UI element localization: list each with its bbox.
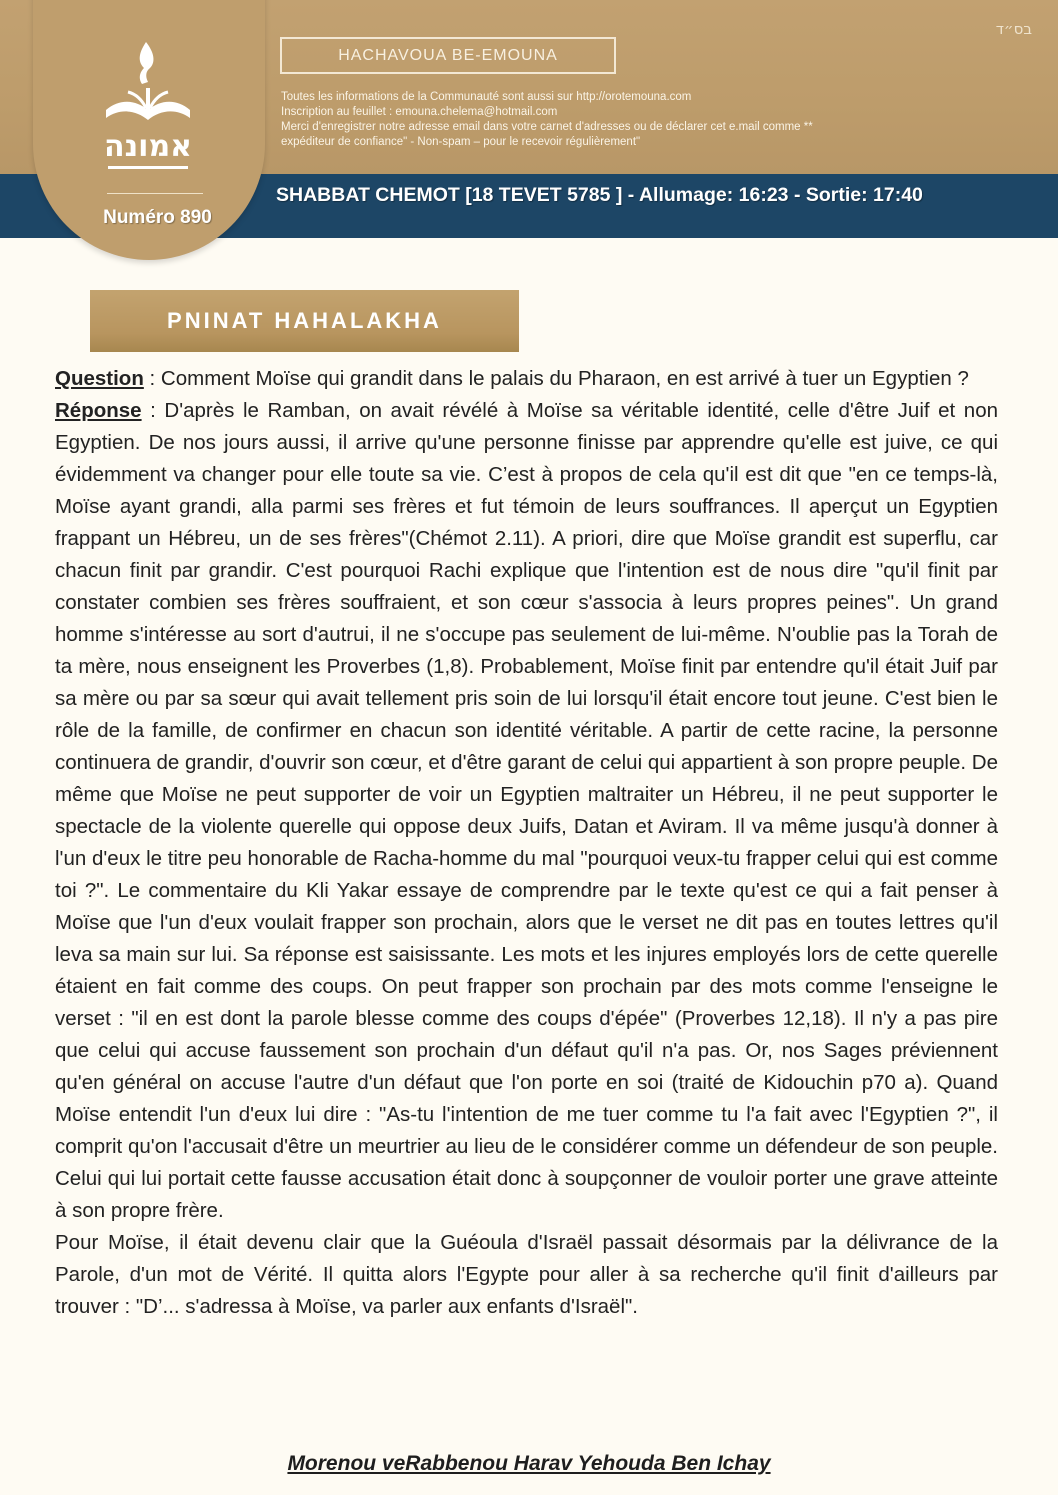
bsd-mark: בס״ד bbox=[995, 20, 1032, 38]
answer-label: Réponse bbox=[55, 399, 142, 422]
shabbat-times: SHABBAT CHEMOT [18 TEVET 5785 ] - Allumage: 16:23 - Sortie: 17:40 bbox=[276, 184, 923, 206]
info-line-notice-cont: expéditeur de confiance" - Non-spam – pour le recevoir régulièrement" bbox=[281, 136, 641, 148]
newsletter-title: HACHAVOUA BE-EMOUNA bbox=[280, 37, 616, 74]
info-line-notice: Merci d'enregistrer notre adresse email dans votre carnet d'adresses ou de déclarer cet e.mail comme ** bbox=[281, 121, 813, 133]
logo-wordmark: אמונה bbox=[103, 129, 193, 164]
question-label: Question bbox=[55, 367, 144, 390]
info-line-inscription: Inscription au feuillet : emouna.chelema@hotmail.com bbox=[281, 106, 558, 118]
answer-text: : D'après le Ramban, on avait révélé à Moïse sa véritable identité, celle d'être Juif et non Egyptien. De nos jours aussi, il arrive qu'une personne finisse par apprendre qu'elle est juive, ce qui évidemment va changer pour elle toute sa vie. C’est à propos de cela qu'il est dit que "en ce temps-là, Moïse ayant grandi, alla parmi ses frères et fut témoin de leurs souffrances. Il aperçut un Egyptien frappant un Hébreu, un de ses frères"(Chémot 2.11). A priori, dire que Moïse grandit est superflu, car chacun finit par grandir. C'est pourquoi Rachi explique que l'intention est de nous dire "qu'il finit par constater combien ses frères souffraient, et son cœur s'associa à leurs propres peines". Un grand homme s'intéresse au sort d'autrui, il ne s'occupe pas seulement de lui-même. N'oublie pas la Torah de ta mère, nous enseignent les Proverbes (1,8). Probablement, Moïse finit par entendre qu'il était Juif par sa mère ou par sa sœur qui avait tellement pris soin de lui lorsqu'il était encore tout jeune. C'est bien le rôle de la famille, de confirmer en chacun son identité véritable. A partir de cette racine, la personne continuera de grandir, d'ouvrir son cœur, et d'être garant de celui qui appartient à son propre peuple. De même que Moïse ne peut supporter de voir un Egyptien maltraiter un Hébreu, il ne peut supporter le spectacle de la violente querelle qui oppose deux Juifs, Datan et Aviram. Il va même jusqu'à donner à l'un d'eux le titre peu honorable de Racha-homme du mal "pourquoi veux-tu frapper celui qui est comme toi ?". Le commentaire du Kli Yakar essaye de comprendre par le texte qu'est ce qui a fait penser à Moïse que l'un d'eux voulait frapper son prochain, alors que le verset ne dit pas en toutes lettres qu'il leva sa main sur lui. Sa réponse est saisissante. Les mots et les injures employés lors de cette querelle étaient en fait comme des coups. On peut frapper son prochain par des mots comme l'enseigne le verset : "il en est dont la parole blesse comme des coups d'épée" (Proverbes 12,18). Il n'y a pas pire que celui qui accuse faussement son prochain d'un défaut qu'il n'a pas. Or, nos Sages préviennent qu'en général on accuse l'autre d'un défaut que l'on porte en soi (traité de Kidouchin p70 a). Quand Moïse entendit l'un d'eux lui dire : "As-tu l'intention de me tuer comme tu l'a fait avec l'Egyptien ?", il comprit qu'on l'accusait d'être un meurtrier au lieu de le considérer comme un défendeur de son peuple. Celui qui lui portait cette fausse accusation était donc à soupçonner de vouloir porter une grave atteinte à son propre frère. bbox=[55, 399, 998, 1222]
question-paragraph bbox=[55, 363, 998, 395]
info-line-website: Toutes les informations de la Communauté sont aussi sur http://orotemouna.com bbox=[281, 91, 692, 103]
closing-paragraph: Pour Moïse, il était devenu clair que la Guéoula d'Israël passait désormais par la délivrance de la Parole, d'un mot de Vérité. Il quitta alors l'Egypte pour aller à sa recherche qu'il finit d'ailleurs par trouver : "D’... s'adressa à Moïse, va parler aux enfants d'Israël". bbox=[55, 1231, 998, 1318]
answer-paragraph bbox=[55, 395, 998, 1227]
issue-number: Numéro 890 bbox=[103, 207, 212, 228]
emouna-logo bbox=[98, 38, 198, 178]
question-text: : Comment Moïse qui grandit dans le palais du Pharaon, en est arrivé à tuer un Egyptien ? bbox=[143, 367, 969, 390]
section-title: PNINAT HAHALAKHA bbox=[90, 290, 519, 352]
badge-divider bbox=[107, 193, 203, 194]
info-block bbox=[281, 90, 941, 150]
article-body bbox=[55, 363, 998, 1323]
author-signature: Morenou veRabbenou Harav Yehouda Ben Ichay bbox=[287, 1452, 771, 1475]
